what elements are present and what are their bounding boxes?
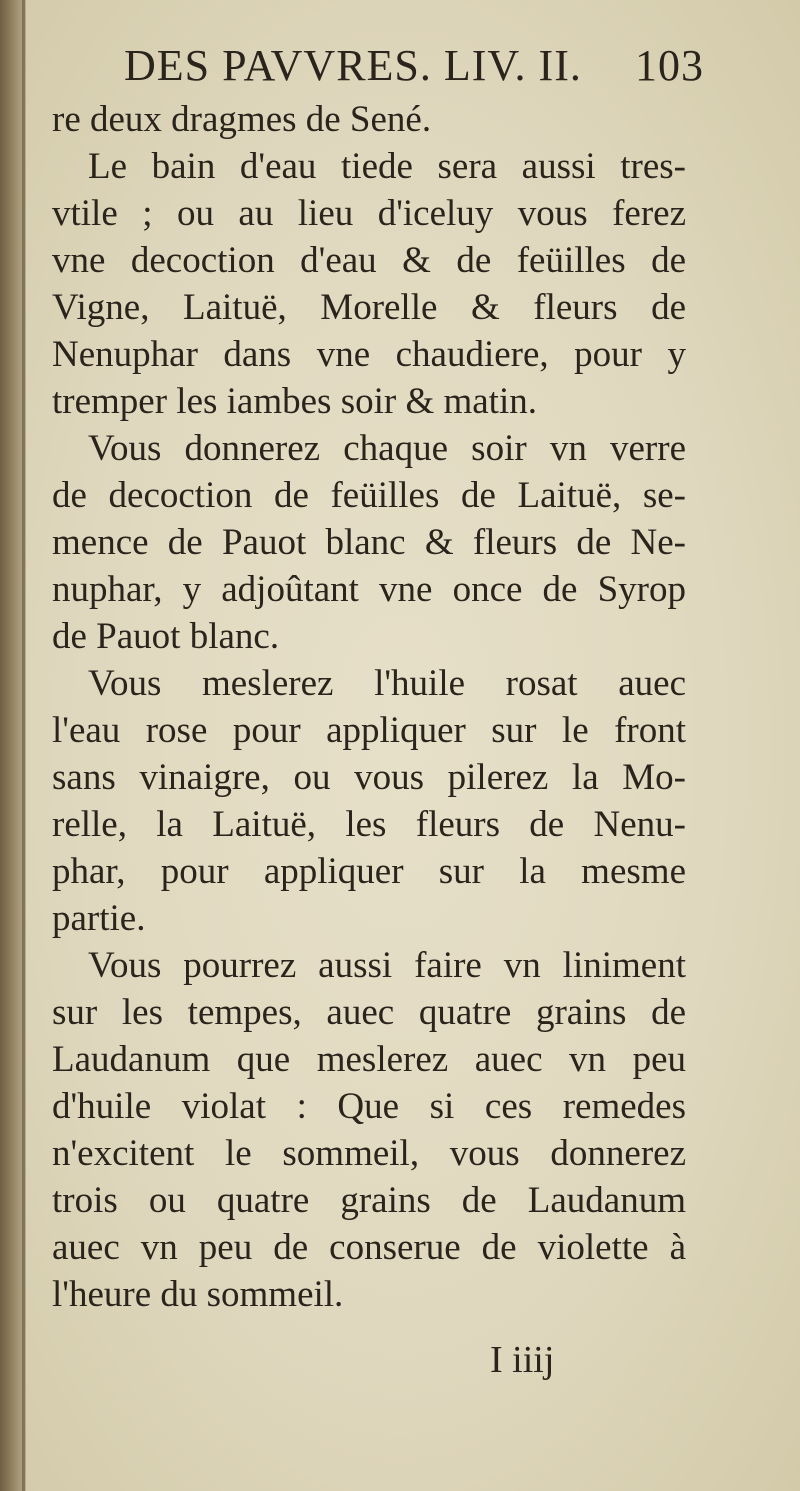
text-line: l'eau rose pour appliquer sur le front xyxy=(52,710,686,751)
running-head xyxy=(124,40,704,100)
text-line: Laudanum que meslerez auec vn peu xyxy=(52,1039,686,1080)
text-line: Vous pourrez aussi faire vn liniment xyxy=(88,945,686,986)
text-line: de decoction de feüilles de Laituë, se- xyxy=(52,475,686,516)
text-line: sans vinaigre, ou vous pilerez la Mo- xyxy=(52,757,686,798)
text-line: Vous donnerez chaque soir vn verre xyxy=(88,428,686,469)
text-line: l'heure du sommeil. xyxy=(52,1274,344,1315)
text-line: relle, la Laituë, les fleurs de Nenu- xyxy=(52,804,686,845)
binding-shadow xyxy=(22,0,25,1491)
text-line: auec vn peu de conserue de violette à xyxy=(52,1227,686,1268)
page-number: 103 xyxy=(635,41,704,90)
text-line: Vous meslerez l'huile rosat auec xyxy=(88,663,686,704)
text-line: phar, pour appliquer sur la mesme xyxy=(52,851,686,892)
text-line: de Pauot blanc. xyxy=(52,616,280,657)
text-line: partie. xyxy=(52,898,146,939)
text-line: nuphar, y adjoûtant vne once de Syrop xyxy=(52,569,686,610)
signature-mark: I iiij xyxy=(490,1339,555,1381)
text-line: tremper les iambes soir & matin. xyxy=(52,381,537,422)
text-line: n'excitent le sommeil, vous donnerez xyxy=(52,1133,686,1174)
text-line: Le bain d'eau tiede sera aussi tres- xyxy=(88,146,686,187)
text-line: re deux dragmes de Sené. xyxy=(52,99,432,140)
text-line: sur les tempes, auec quatre grains de xyxy=(52,992,686,1033)
text-line: trois ou quatre grains de Laudanum xyxy=(52,1180,686,1221)
text-line: vtile ; ou au lieu d'iceluy vous ferez xyxy=(52,193,686,234)
text-line: Vigne, Laituë, Morelle & fleurs de xyxy=(52,287,686,328)
text-line: vne decoction d'eau & de feüilles de xyxy=(52,240,686,281)
running-title: DES PAVVRES. LIV. II. xyxy=(124,41,582,90)
text-line: mence de Pauot blanc & fleurs de Ne- xyxy=(52,522,686,563)
text-line: Nenuphar dans vne chaudiere, pour y xyxy=(52,334,686,375)
body-text xyxy=(52,96,686,1318)
text-line: d'huile violat : Que si ces remedes xyxy=(52,1086,686,1127)
